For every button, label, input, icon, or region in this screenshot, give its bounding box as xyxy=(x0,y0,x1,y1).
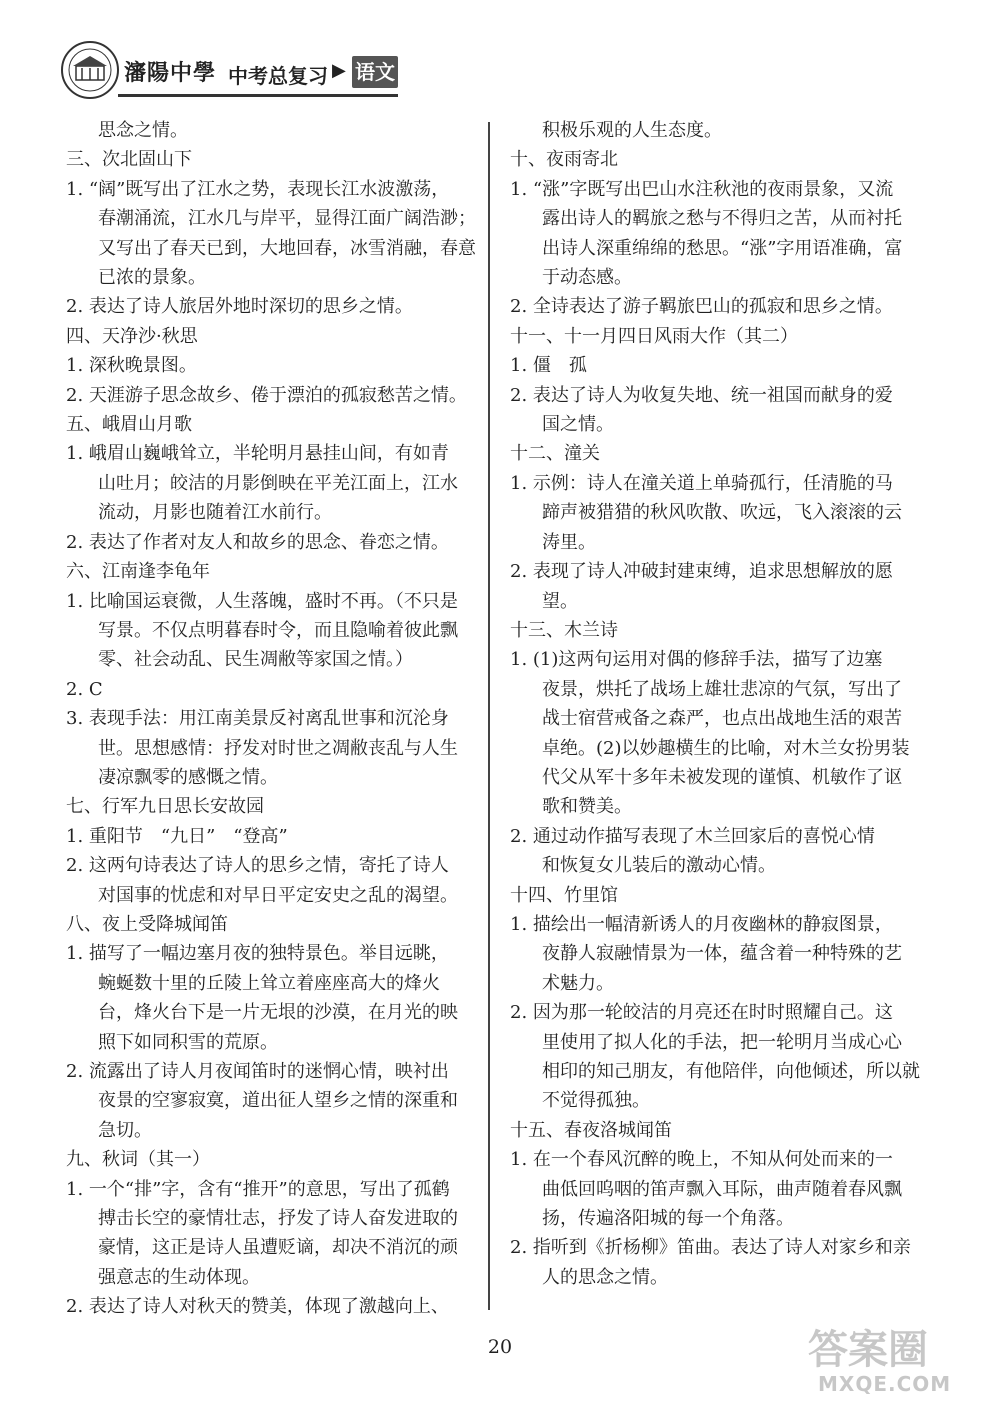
text-line: 术魅力。 xyxy=(542,972,614,994)
text-line: 十五、春夜洛城闻笛 xyxy=(510,1119,672,1141)
text-line: 不觉得孤独。 xyxy=(542,1090,650,1112)
text-line: 2. 天涯游子思念故乡、倦于漂泊的孤寂愁苦之情。 xyxy=(66,384,467,406)
text-line: 三、次北固山下 xyxy=(66,149,192,171)
text-line: 1. (1)这两句运用对偶的修辞手法，描写了边塞 xyxy=(510,649,883,671)
text-line: 2. 表达了作者对友人和故乡的思念、眷恋之情。 xyxy=(66,531,449,553)
text-line: 2. 因为那一轮皎洁的月亮还在时时照耀自己。这 xyxy=(510,1002,893,1024)
text-line: 春潮涌流，江水几与岸平，显得江面广阔浩渺； xyxy=(98,208,476,230)
text-line: 歌和赞美。 xyxy=(542,796,632,818)
text-line: 夜景，烘托了战场上雄壮悲凉的气氛，写出了 xyxy=(542,678,902,700)
text-line: 夜静人寂融情景为一体，蕴含着一种特殊的艺 xyxy=(542,943,902,965)
column-divider xyxy=(488,122,490,1310)
text-line: 出诗人深重绵绵的愁思。“涨”字用语准确，富 xyxy=(542,237,903,259)
school-name: 瀋陽中學 xyxy=(124,60,217,86)
watermark xyxy=(808,1318,986,1398)
text-line: 零、社会动乱、民生凋敝等家国之情。） xyxy=(98,649,413,671)
text-line: 写景。不仅点明暮春时令，而且隐喻着彼此飘 xyxy=(98,619,458,641)
watermark-url: MXQE.COM xyxy=(818,1372,952,1396)
text-line: 战士宿营戒备之森严，也点出战地生活的艰苦 xyxy=(542,708,902,730)
text-line: 1. 僵 孤 xyxy=(510,355,587,377)
text-line: 2. C xyxy=(66,678,103,700)
text-line: 1. 在一个春风沉醉的晚上，不知从何处而来的一 xyxy=(510,1149,893,1171)
text-line: 蜿蜒数十里的丘陵上耸立着座座高大的烽火 xyxy=(98,972,440,994)
arrow-icon: ▶ xyxy=(332,60,346,81)
text-line: 相印的知己朋友，有他陪伴，向他倾述，所以就 xyxy=(542,1061,920,1082)
text-line: 1. “涨”字既写出巴山水注秋池的夜雨景象，又流 xyxy=(510,178,894,200)
text-line: 人的思念之情。 xyxy=(542,1266,668,1288)
text-line: 搏击长空的豪情壮志，抒发了诗人奋发进取的 xyxy=(98,1208,458,1230)
text-line: 五、峨眉山月歌 xyxy=(66,414,192,436)
text-line: 里使用了拟人化的手法，把一轮明月当成心心 xyxy=(542,1031,902,1053)
subject-label: 语文 xyxy=(352,56,398,88)
school-emblem-icon xyxy=(60,40,120,100)
text-line: 1. 深秋晚景图。 xyxy=(66,355,197,377)
text-line: 强意志的生动体现。 xyxy=(98,1266,260,1288)
text-line: 对国事的忧虑和对早日平定安史之乱的渴望。 xyxy=(98,884,458,906)
text-line: 1. 描写了一幅边塞月夜的独特景色。举目远眺， xyxy=(66,943,449,965)
text-line: 2. 表现了诗人冲破封建束缚，追求思想解放的愿 xyxy=(510,561,893,583)
text-line: 1. 一个“排”字，含有“推开”的意思，写出了孤鹤 xyxy=(66,1178,450,1200)
text-line: 1. 重阳节 “九日” “登高” xyxy=(66,825,288,847)
text-line: 九、秋词（其一） xyxy=(66,1149,210,1171)
text-line: 扬，传遍洛阳城的每一个角落。 xyxy=(542,1208,794,1230)
text-line: 2. 这两句诗表达了诗人的思乡之情，寄托了诗人 xyxy=(66,855,449,877)
text-line: 夜景的空寥寂寞，道出征人望乡之情的深重和 xyxy=(98,1090,458,1112)
text-line: 2. 通过动作描写表现了木兰回家后的喜悦心情 xyxy=(510,825,875,847)
text-line: 十一、十一月四日风雨大作（其二） xyxy=(510,325,798,347)
header-banner xyxy=(118,54,398,97)
text-line: 山吐月；皎洁的月影倒映在平羌江面上，江水 xyxy=(98,472,458,494)
text-line: 1. “阔”既写出了江水之势，表现长江水波激荡， xyxy=(66,178,450,200)
right-column xyxy=(510,116,920,1292)
page-number: 20 xyxy=(487,1336,513,1358)
text-line: 台，烽火台下是一片无垠的沙漠，在月光的映 xyxy=(98,1002,458,1024)
text-line: 于动态感。 xyxy=(542,267,632,289)
text-line: 十三、木兰诗 xyxy=(510,619,618,641)
text-line: 六、江南逢李龟年 xyxy=(66,561,210,583)
text-line: 十二、潼关 xyxy=(510,443,600,465)
text-line: 1. 描绘出一幅清新诱人的月夜幽林的静寂图景， xyxy=(510,913,893,935)
text-line: 2. 表达了诗人为收复失地、统一祖国而献身的爱 xyxy=(510,384,893,406)
text-line: 1. 比喻国运衰微，人生落魄，盛时不再。（不只是 xyxy=(66,590,458,612)
text-line: 代父从军十多年未被发现的谨慎、机敏作了讴 xyxy=(542,766,902,788)
text-line: 2. 指听到《折杨柳》笛曲。表达了诗人对家乡和亲 xyxy=(510,1237,911,1259)
text-line: 积极乐观的人生态度。 xyxy=(542,120,722,141)
text-line: 曲低回呜咽的笛声飘入耳际，曲声随着春风飘 xyxy=(542,1178,902,1200)
text-line: 凄凉飘零的感慨之情。 xyxy=(98,766,278,788)
text-line: 已浓的景象。 xyxy=(98,267,206,289)
text-line: 国之情。 xyxy=(542,414,614,436)
text-line: 思念之情。 xyxy=(98,120,188,141)
text-line: 豪情，这正是诗人虽遭贬谪，却决不消沉的顽 xyxy=(98,1237,458,1259)
text-line: 照下如同积雪的荒原。 xyxy=(98,1031,278,1053)
text-line: 卓绝。(2)以妙趣横生的比喻，对木兰女扮男装 xyxy=(542,737,910,759)
text-line: 涛里。 xyxy=(542,531,596,553)
text-line: 十四、竹里馆 xyxy=(510,884,618,906)
text-line: 和恢复女儿装后的激动心情。 xyxy=(542,855,776,877)
text-line: 露出诗人的羁旅之愁与不得归之苦，从而衬托 xyxy=(542,208,902,230)
text-line: 2. 全诗表达了游子羁旅巴山的孤寂和思乡之情。 xyxy=(510,296,893,318)
text-line: 3. 表现手法：用江南美景反衬离乱世事和沉沦身 xyxy=(66,708,449,730)
text-line: 流动，月影也随着江水前行。 xyxy=(98,502,332,524)
text-line: 望。 xyxy=(542,590,578,612)
page-header xyxy=(60,40,400,108)
book-title: 中考总复习 xyxy=(228,64,328,88)
watermark-text: 答案圈 xyxy=(808,1327,928,1373)
text-line: 七、行军九日思长安故园 xyxy=(66,796,264,818)
text-line: 1. 峨眉山巍峨耸立，半轮明月悬挂山间，有如青 xyxy=(66,443,449,465)
text-line: 又写出了春天已到，大地回春，冰雪消融，春意 xyxy=(98,237,476,259)
text-line: 2. 表达了诗人旅居外地时深切的思乡之情。 xyxy=(66,296,413,318)
text-line: 急切。 xyxy=(98,1119,152,1141)
text-line: 1. 示例：诗人在潼关道上单骑孤行，任清脆的马 xyxy=(510,472,893,494)
text-line: 2. 表达了诗人对秋天的赞美，体现了激越向上、 xyxy=(66,1296,449,1318)
text-line: 世。思想感情：抒发对时世之凋敝丧乱与人生 xyxy=(98,737,458,759)
text-line: 2. 流露出了诗人月夜闻笛时的迷惘心情，映衬出 xyxy=(66,1061,449,1082)
text-line: 四、天净沙·秋思 xyxy=(66,325,198,347)
text-line: 八、夜上受降城闻笛 xyxy=(66,913,228,935)
text-line: 蹄声被猎猎的秋风吹散、吹远，飞入滚滚的云 xyxy=(542,502,902,524)
left-column xyxy=(66,116,480,1322)
text-line: 十、夜雨寄北 xyxy=(510,149,618,171)
